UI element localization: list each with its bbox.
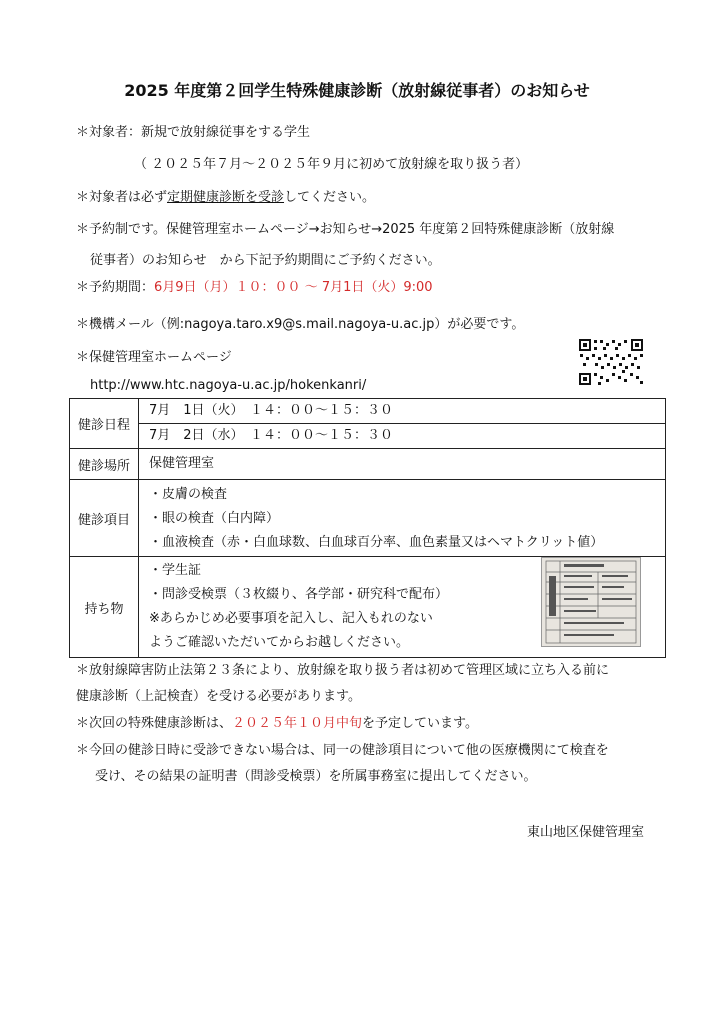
list-item: ※あらかじめ必要事項を記入し、記入もれのない	[149, 611, 433, 626]
reserve-line-1: ＊予約制です。保健管理室ホームページ→お知らせ→2025 年度第２回特殊健康診断（放射線	[76, 222, 615, 237]
items-label: 健診項目	[70, 480, 139, 557]
homepage-label: ＊保健管理室ホームページ	[76, 350, 232, 365]
homepage-url[interactable]: http://www.htc.nagoya-u.ac.jp/hokenkanri/	[90, 378, 367, 393]
bring-label: 持ち物	[70, 557, 139, 658]
list-item: ・血液検査（赤・白血球数、白血球百分率、血色素量又はヘマトクリット値）	[149, 535, 604, 550]
list-item: ・眼の検査（白内障）	[149, 511, 280, 526]
table-row	[70, 480, 666, 557]
qr-code-icon[interactable]	[578, 338, 644, 386]
next-exam-line	[76, 712, 478, 731]
next-suffix: を予定しています。	[362, 716, 478, 731]
schedule-item: 7月 2日（水） １４：００～１５：３０	[139, 424, 666, 449]
table-row	[70, 424, 666, 449]
mail-line: ＊機構メール（例:nagoya.taro.x9@s.mail.nagoya-u.ac.jp）が必要です。	[76, 317, 525, 332]
list-item: ようご確認いただいてからお越しください。	[149, 635, 410, 650]
period-label: ＊予約期間：	[76, 280, 155, 295]
must-suffix: してください。	[284, 190, 376, 205]
law-line-2: 健康診断（上記検査）を受ける必要があります。	[76, 689, 361, 704]
next-prefix: ＊次回の特殊健康診断は、	[76, 716, 233, 731]
place-label: 健診場所	[70, 449, 139, 480]
footer-office: 東山地区保健管理室	[526, 825, 644, 840]
list-item: ・問診受検票（３枚綴り、各学部・研究科で配布）	[149, 587, 449, 602]
other-line-1: ＊今回の健診日時に受診できない場合は、同一の健診項目について他の医療機関にて検査を	[76, 743, 609, 758]
list-item: ・学生証	[149, 563, 202, 578]
period-value: 6月9日（月）１０：００ ～ 7月1日（火）9:00	[154, 280, 433, 295]
reserve-line-2: 従事者）のお知らせ から下記予約期間にご予約ください。	[90, 253, 441, 268]
items-list	[139, 480, 666, 557]
place-value: 保健管理室	[139, 449, 666, 480]
form-thumbnail-image	[541, 557, 641, 647]
must-underlined: 定期健康診断を受診	[167, 190, 285, 205]
schedule-label: 健診日程	[70, 399, 139, 449]
other-line-2: 受け、その結果の証明書（問診受検票）を所属事務室に提出してください。	[95, 769, 537, 784]
page-title: 2025 年度第２回学生特殊健康診断（放射線従事者）のお知らせ	[124, 81, 590, 100]
schedule-item: 7月 1日（火） １４：００～１５：３０	[139, 399, 666, 424]
table-row	[70, 399, 666, 424]
must-prefix: ＊対象者は必ず	[76, 190, 168, 205]
table-row	[70, 449, 666, 480]
period-line	[76, 276, 433, 295]
law-line-1: ＊放射線障害防止法第２３条により、放射線を取り扱う者は初めて管理区域に立ち入る前に	[76, 663, 610, 678]
target-detail: （ ２０２５年７月～２０２５年９月に初めて放射線を取り扱う者）	[134, 157, 529, 172]
list-item: ・皮膚の検査	[149, 487, 228, 502]
target-line: ＊対象者：新規で放射線従事をする学生	[76, 125, 311, 140]
next-value: ２０２５年１０月中旬	[232, 716, 363, 731]
must-line	[76, 186, 375, 205]
